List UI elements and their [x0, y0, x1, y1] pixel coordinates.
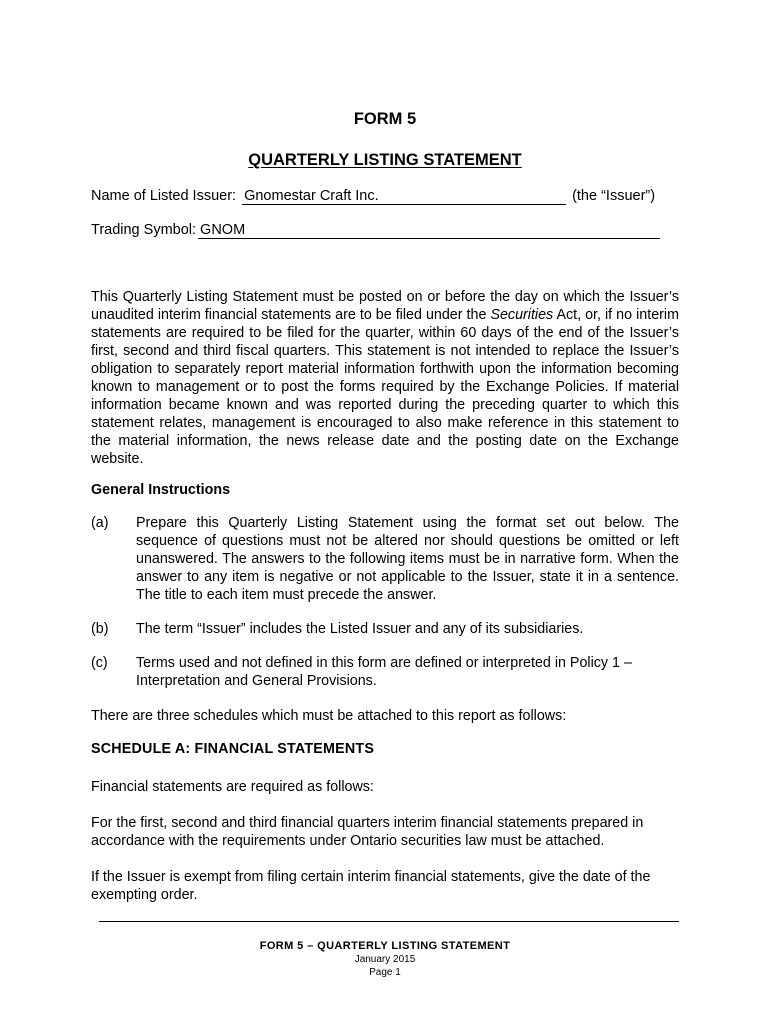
issuer-field-row — [91, 188, 655, 205]
form-title-text: QUARTERLY LISTING STATEMENT — [248, 151, 522, 169]
footer-date: January 2015 — [354, 954, 416, 965]
schedule-a-paragraph: If the Issuer is exempt from filing certain interim financial statements, give the date of the exempting order. — [91, 869, 651, 903]
schedule-a-paragraph: For the first, second and third financial quarters interim financial statements prepared in accordance with the requirements under Ontario securities law must be attached. — [91, 815, 644, 849]
issuer-name-value: Gnomestar Craft Inc. — [242, 189, 566, 205]
intro-text-part2: Act, or, if no interim statements are required to be filed for the quarter, within 60 days of the end of the Issuer’s first, second and third fiscal quarters. This statement is not intended to replace the Issuer’s obligation to separately report material information forthwith upon the information becoming known to management or to post the forms required by the Exchange Policies. If material information became known and was reported during the preceding quarter to which this statement relates, management is encouraged to also make reference in this statement to the material information, the news release date and the posting date on the Exchange website. — [91, 307, 679, 467]
form-title — [0, 151, 770, 170]
schedule-a-heading: SCHEDULE A: FINANCIAL STATEMENTS — [91, 741, 375, 757]
instruction-item — [91, 654, 679, 690]
intro-text-part1: This Quarterly Listing Statement must be posted on or before the day on which the Issuer’s unaudited interim financial statements are to be filed under the — [91, 289, 679, 323]
instruction-item — [91, 514, 679, 604]
footer-page-number: Page 1 — [369, 967, 401, 978]
trading-symbol-value: GNOM — [198, 223, 660, 239]
issuer-suffix: (the “Issuer”) — [572, 188, 656, 204]
instruction-text: The term “Issuer” includes the Listed Issuer and any of its subsidiaries. — [136, 621, 584, 637]
footer-divider — [99, 921, 679, 922]
instruction-text: Prepare this Quarterly Listing Statement using the format set out below. The sequence of questions must not be altered nor should questions be omitted or left unanswered. The answers to the following items must be in narrative form. When the answer to any item is negative or not applicable to the Issuer, state it in a sentence. The title to each item must precede the answer. — [136, 515, 679, 603]
trading-symbol-label: Trading Symbol: — [91, 222, 197, 238]
schedules-intro: There are three schedules which must be attached to this report as follows: — [91, 708, 567, 724]
trading-symbol-row — [91, 222, 660, 239]
schedule-a-paragraph: Financial statements are required as follows: — [91, 779, 374, 795]
issuer-label: Name of Listed Issuer: — [91, 188, 237, 204]
instruction-marker: (b) — [91, 621, 109, 637]
form-number: FORM 5 — [353, 110, 417, 128]
general-instructions-heading: General Instructions — [91, 482, 231, 498]
intro-text-italic: Securities — [490, 307, 554, 323]
instruction-marker: (a) — [91, 515, 109, 531]
intro-paragraph — [91, 288, 679, 468]
instruction-marker: (c) — [91, 655, 108, 671]
footer-title: FORM 5 – QUARTERLY LISTING STATEMENT — [259, 940, 511, 952]
instruction-item — [91, 620, 679, 638]
instruction-text: Terms used and not defined in this form are defined or interpreted in Policy 1 – Interpretation and General Provisions. — [136, 655, 632, 689]
